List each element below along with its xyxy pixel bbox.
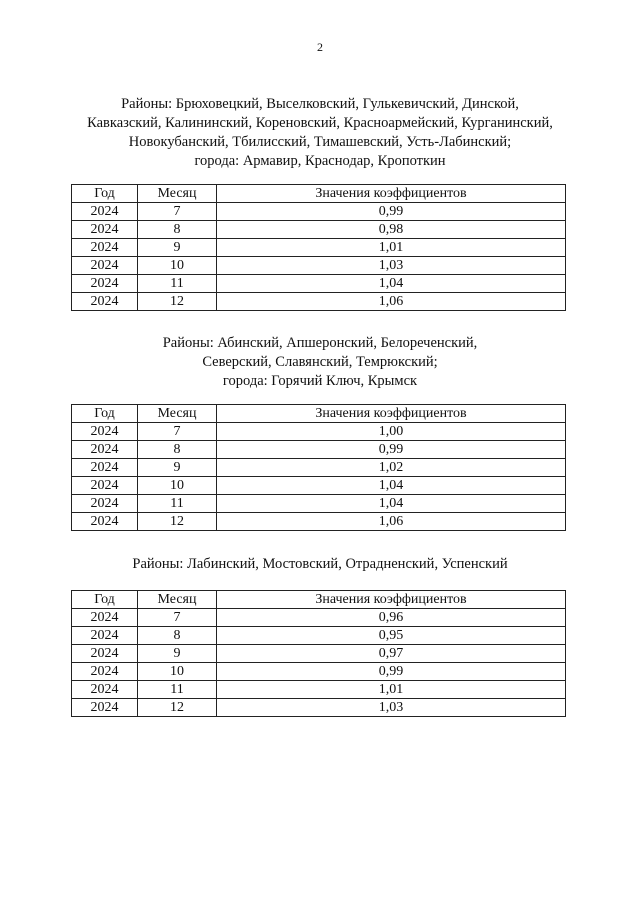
cell-year: 2024 [72, 459, 138, 477]
cell-year: 2024 [72, 495, 138, 513]
heading-line: Северский, Славянский, Темрюкский; [202, 354, 438, 370]
table-header-row [72, 591, 566, 609]
header-month: Месяц [138, 405, 217, 423]
cell-value: 1,03 [217, 699, 566, 717]
cell-month: 12 [138, 293, 217, 311]
cell-month: 12 [138, 699, 217, 717]
table-row [72, 645, 566, 663]
cell-month: 11 [138, 275, 217, 293]
cell-year: 2024 [72, 441, 138, 459]
cell-value: 0,99 [217, 663, 566, 681]
table-row [72, 459, 566, 477]
cell-value: 0,96 [217, 609, 566, 627]
table-row [72, 663, 566, 681]
table-header-row [72, 405, 566, 423]
cell-year: 2024 [72, 609, 138, 627]
cell-year: 2024 [72, 477, 138, 495]
cell-month: 8 [138, 221, 217, 239]
cell-year: 2024 [72, 627, 138, 645]
cell-year: 2024 [72, 293, 138, 311]
cell-value: 0,97 [217, 645, 566, 663]
table-row [72, 477, 566, 495]
cell-year: 2024 [72, 239, 138, 257]
heading-line: города: Горячий Ключ, Крымск [222, 373, 418, 389]
cell-month: 8 [138, 441, 217, 459]
cell-month: 9 [138, 645, 217, 663]
table-header-row [72, 185, 566, 203]
cell-value: 1,02 [217, 459, 566, 477]
cell-month: 7 [138, 203, 217, 221]
cell-value: 1,00 [217, 423, 566, 441]
table-row [72, 513, 566, 531]
section-2-heading [40, 334, 600, 391]
table-row [72, 257, 566, 275]
cell-value: 1,06 [217, 513, 566, 531]
cell-value: 1,03 [217, 257, 566, 275]
header-month: Месяц [138, 185, 217, 203]
cell-year: 2024 [72, 257, 138, 275]
header-month: Месяц [138, 591, 217, 609]
table-row [72, 423, 566, 441]
cell-value: 0,98 [217, 221, 566, 239]
table-row [72, 699, 566, 717]
header-value: Значения коэффициентов [217, 591, 566, 609]
heading-line: Районы: Абинский, Апшеронский, Белореченский, [162, 335, 478, 351]
cell-value: 1,04 [217, 495, 566, 513]
header-year: Год [72, 591, 138, 609]
cell-year: 2024 [72, 513, 138, 531]
table-row [72, 495, 566, 513]
table-row [72, 275, 566, 293]
table-row [72, 221, 566, 239]
table-row [72, 681, 566, 699]
page-number: 2 [317, 40, 323, 54]
cell-year: 2024 [72, 221, 138, 239]
cell-value: 0,99 [217, 203, 566, 221]
cell-year: 2024 [72, 645, 138, 663]
cell-value: 0,95 [217, 627, 566, 645]
section-1-heading [40, 95, 600, 171]
cell-value: 1,04 [217, 477, 566, 495]
coefficients-table-1 [71, 184, 566, 311]
table-row [72, 203, 566, 221]
cell-value: 1,06 [217, 293, 566, 311]
heading-line: Районы: Лабинский, Мостовский, Отрадненский, Успенский [132, 556, 508, 572]
cell-year: 2024 [72, 203, 138, 221]
heading-line: Новокубанский, Тбилисский, Тимашевский, Усть-Лабинский; [128, 134, 512, 150]
table-row [72, 441, 566, 459]
heading-line: Кавказский, Калининский, Кореновский, Красноармейский, Курганинский, [87, 115, 553, 131]
table-row [72, 293, 566, 311]
cell-month: 7 [138, 423, 217, 441]
cell-value: 0,99 [217, 441, 566, 459]
cell-year: 2024 [72, 663, 138, 681]
section-3-heading [40, 555, 600, 574]
header-value: Значения коэффициентов [217, 185, 566, 203]
cell-month: 11 [138, 681, 217, 699]
cell-month: 12 [138, 513, 217, 531]
cell-month: 10 [138, 477, 217, 495]
cell-month: 9 [138, 459, 217, 477]
cell-month: 11 [138, 495, 217, 513]
cell-month: 10 [138, 663, 217, 681]
header-year: Год [72, 185, 138, 203]
cell-month: 10 [138, 257, 217, 275]
cell-year: 2024 [72, 699, 138, 717]
coefficients-table-3 [71, 590, 566, 717]
header-value: Значения коэффициентов [217, 405, 566, 423]
header-year: Год [72, 405, 138, 423]
table-row [72, 609, 566, 627]
cell-value: 1,04 [217, 275, 566, 293]
cell-value: 1,01 [217, 239, 566, 257]
cell-month: 9 [138, 239, 217, 257]
heading-line: Районы: Брюховецкий, Выселковский, Гулькевичский, Динской, [121, 96, 519, 112]
heading-line: города: Армавир, Краснодар, Кропоткин [194, 153, 446, 169]
cell-month: 7 [138, 609, 217, 627]
cell-year: 2024 [72, 423, 138, 441]
cell-value: 1,01 [217, 681, 566, 699]
cell-year: 2024 [72, 275, 138, 293]
cell-year: 2024 [72, 681, 138, 699]
table-row [72, 239, 566, 257]
cell-month: 8 [138, 627, 217, 645]
coefficients-table-2 [71, 404, 566, 531]
table-row [72, 627, 566, 645]
